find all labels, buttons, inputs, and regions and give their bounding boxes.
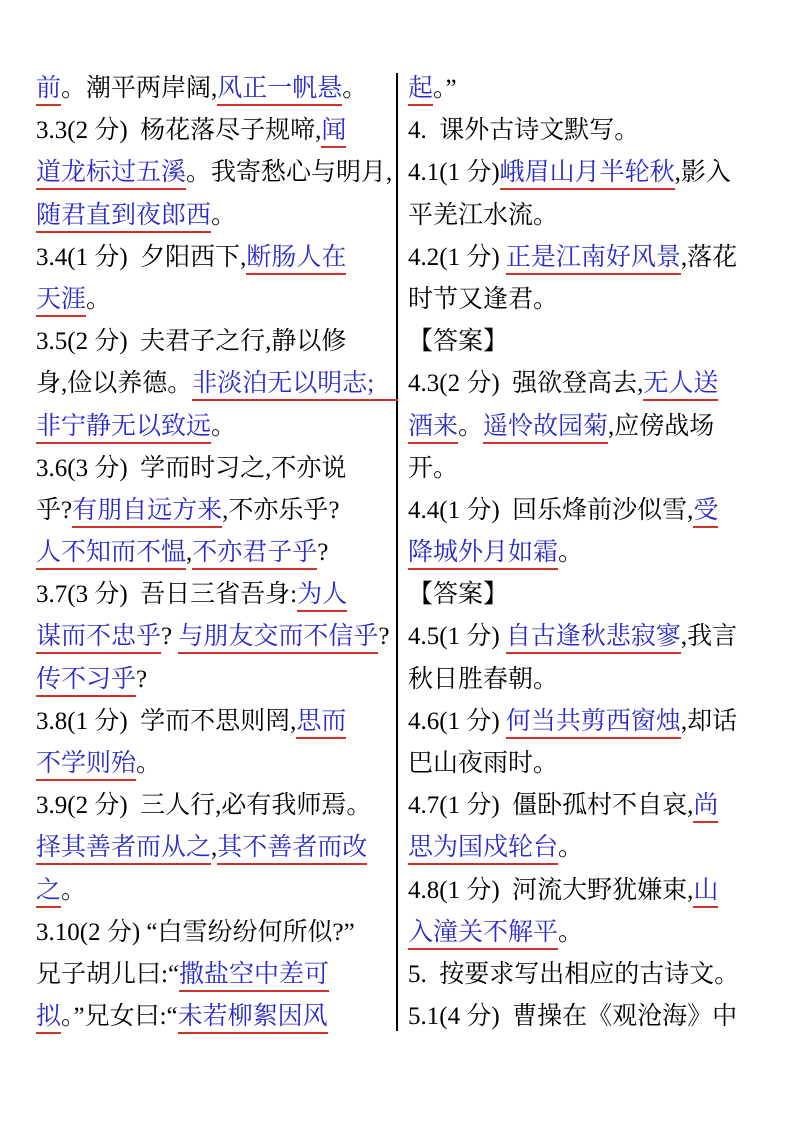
text-segment: 时节又逢君。 — [408, 285, 559, 313]
text-segment: 【答案】 — [408, 581, 509, 609]
right-text-line-5 — [408, 237, 783, 279]
text-segment: 3.6(3 分) 学而时习之,不亦说 — [36, 454, 347, 482]
text-segment: 平羌江水流。 — [408, 201, 559, 229]
answer-text-segment: 天涯 — [36, 286, 86, 317]
text-segment: 身,俭以养德。 — [36, 370, 193, 398]
answer-text-segment: 降城外月如霜 — [408, 539, 558, 570]
text-segment: 4.3(2 分) 强欲登高去, — [408, 370, 644, 398]
text-segment: 。 — [558, 539, 584, 567]
answer-text-segment: 非宁静无以致远 — [36, 413, 211, 444]
answer-text-segment: 酒来 — [408, 413, 458, 444]
answer-text-segment: 受 — [693, 497, 718, 528]
text-segment: ? — [161, 623, 179, 651]
text-segment: , — [211, 834, 218, 862]
right-text-line-12 — [408, 532, 783, 574]
text-segment: ,不亦乐乎? — [222, 496, 340, 524]
answer-text-segment: 人不知而不愠 — [36, 539, 186, 570]
right-text-line-7 — [408, 321, 783, 363]
text-segment: 开。 — [408, 454, 459, 482]
answer-text-segment: 尚 — [693, 792, 718, 823]
text-segment: 。 — [558, 834, 584, 862]
answer-text-segment: 撒盐空中差可 — [179, 961, 329, 992]
text-segment: 3.4(1 分) 夕阳西下, — [36, 243, 247, 271]
left-text-line-21 — [36, 912, 398, 954]
left-text-line-22 — [36, 954, 398, 996]
left-text-line-11 — [36, 490, 398, 532]
text-segment: 3.8(1 分) 学而不思则罔, — [36, 707, 297, 735]
text-segment: 5. 按要求写出相应的古诗文。 — [408, 960, 740, 988]
right-text-line-14 — [408, 616, 783, 658]
answer-text-segment: 为人 — [297, 581, 347, 612]
answer-text-segment: 传不习乎 — [36, 666, 136, 697]
left-text-line-16 — [36, 701, 398, 743]
text-segment: 4.7(1 分) 僵卧孤村不自哀, — [408, 792, 694, 820]
answer-text-segment: 自古逢秋悲寂寥 — [506, 623, 681, 654]
answer-text-segment: 不学则殆 — [36, 750, 136, 781]
answer-text-segment: 遥怜故园菊 — [483, 413, 608, 444]
text-segment: 4.8(1 分) 河流大野犹嫌束, — [408, 876, 694, 904]
answer-text-segment: 思而 — [296, 708, 346, 739]
answer-text-segment: 山 — [693, 877, 718, 908]
text-segment: 。” — [433, 75, 457, 102]
right-text-line-21 — [408, 912, 783, 954]
text-segment: 4.4(1 分) 回乐烽前沙似雪, — [408, 496, 694, 524]
answer-text-segment: 思为国戍轮台 — [408, 834, 558, 865]
answer-text-segment: 不亦君子乎 — [192, 539, 317, 570]
answer-text-segment: 有朋自远方来 — [72, 497, 222, 528]
text-segment: 3.5(2 分) 夫君子之行,静以修 — [36, 328, 347, 356]
text-segment: ,落花 — [680, 243, 738, 271]
text-segment: 。 — [136, 750, 162, 777]
right-text-line-23 — [408, 996, 783, 1038]
answer-text-segment: 入潼关不解平 — [408, 919, 558, 950]
answer-text-segment: 断肠人在 — [246, 244, 346, 275]
answer-text-segment: 风正一帆悬 — [217, 75, 342, 106]
left-text-line-18 — [36, 785, 398, 827]
answer-text-segment: 其不善者而改 — [217, 834, 367, 865]
answer-text-segment: 与朋友交而不信乎 — [178, 623, 378, 654]
text-segment: ,影入 — [674, 159, 731, 187]
left-text-line-12 — [36, 532, 398, 574]
right-text-line-18 — [408, 785, 783, 827]
text-segment: 。 — [342, 75, 368, 102]
answer-text-segment: 谋而不忠乎 — [36, 623, 161, 654]
left-column — [36, 68, 398, 1038]
left-text-line-5 — [36, 237, 398, 279]
left-text-line-4 — [36, 195, 398, 237]
text-segment: 3.9(2 分) 三人行,必有我师焉。 — [36, 792, 372, 820]
text-segment: 【答案】 — [408, 328, 509, 356]
answer-text-segment: 非淡泊无以明志; — [192, 370, 398, 401]
text-segment: 。潮平两岸阔, — [61, 75, 218, 102]
answer-text-segment: 何当共剪西窗烛 — [506, 708, 681, 739]
text-segment: ? — [136, 665, 148, 693]
text-segment: 。我寄愁心与明月, — [186, 159, 393, 187]
right-column — [408, 68, 783, 1038]
answer-text-segment: 择其善者而从之 — [36, 834, 211, 865]
answer-text-segment: 之 — [36, 877, 61, 908]
text-segment: 乎? — [36, 496, 73, 524]
answer-text-segment: 闻 — [321, 117, 346, 148]
right-text-line-1 — [408, 68, 783, 110]
answer-text-segment: 峨眉山月半轮秋 — [500, 159, 675, 190]
text-segment: 5.1(4 分) 曹操在《观沧海》中 — [408, 1003, 738, 1031]
text-segment: 。”兄女曰:“ — [61, 1003, 178, 1031]
left-text-line-10 — [36, 448, 398, 490]
right-text-line-15 — [408, 659, 783, 701]
right-text-line-22 — [408, 954, 783, 996]
right-text-line-10 — [408, 448, 783, 490]
right-text-line-9 — [408, 406, 783, 448]
text-segment: 4.2(1 分) — [408, 243, 506, 271]
left-text-line-19 — [36, 827, 398, 869]
text-segment: 4.6(1 分) — [408, 707, 506, 735]
text-segment: 兄子胡儿曰:“ — [36, 960, 180, 988]
text-segment: 4.5(1 分) — [408, 623, 506, 651]
left-text-line-2 — [36, 110, 398, 152]
text-segment: 4. 课外古诗文默写。 — [408, 117, 640, 145]
answer-text-segment: 无人送 — [643, 370, 718, 401]
left-text-line-23 — [36, 996, 398, 1038]
answer-text-segment: 道龙标过五溪 — [36, 159, 186, 190]
right-text-line-3 — [408, 152, 783, 194]
right-text-line-6 — [408, 279, 783, 321]
text-segment: ,却话 — [680, 707, 738, 735]
text-segment: , — [186, 539, 193, 567]
text-segment: 3.10(2 分) “白雪纷纷何所似?” — [36, 918, 355, 946]
right-text-line-16 — [408, 701, 783, 743]
text-segment: ? — [378, 623, 390, 651]
left-text-line-7 — [36, 321, 398, 363]
text-segment: 。 — [211, 412, 237, 440]
text-segment: 秋日胜春朝。 — [408, 665, 559, 693]
right-text-line-11 — [408, 490, 783, 532]
text-segment: 。 — [86, 285, 112, 313]
text-segment: ,应傍战场 — [608, 412, 715, 440]
text-segment: 。 — [458, 412, 484, 440]
text-segment: ,我言 — [680, 623, 738, 651]
answer-text-segment: 起 — [408, 75, 433, 106]
left-text-line-20 — [36, 870, 398, 912]
text-segment: 3.3(2 分) 杨花落尽子规啼, — [36, 117, 322, 145]
right-text-line-4 — [408, 195, 783, 237]
text-segment: 3.7(3 分) 吾日三省吾身: — [36, 581, 298, 609]
answer-text-segment: 随君直到夜郎西 — [36, 202, 211, 233]
right-text-line-2 — [408, 110, 783, 152]
text-segment: 。 — [61, 876, 87, 904]
left-text-line-13 — [36, 574, 398, 616]
right-text-line-17 — [408, 743, 783, 785]
left-text-line-17 — [36, 743, 398, 785]
right-text-line-8 — [408, 363, 783, 405]
right-text-line-19 — [408, 827, 783, 869]
right-text-line-20 — [408, 870, 783, 912]
left-text-line-8 — [36, 363, 398, 405]
left-text-line-3 — [36, 152, 398, 194]
answer-text-segment: 拟 — [36, 1003, 61, 1034]
right-text-line-13 — [408, 574, 783, 616]
text-segment: 。 — [558, 918, 584, 946]
left-text-line-6 — [36, 279, 398, 321]
left-text-line-9 — [36, 406, 398, 448]
answer-text-segment: 未若柳絮因风 — [178, 1003, 328, 1034]
left-text-line-1 — [36, 68, 398, 110]
answer-text-segment: 前 — [36, 75, 61, 106]
left-text-line-15 — [36, 659, 398, 701]
text-segment: 4.1(1 分) — [408, 159, 500, 187]
answer-text-segment: 正是江南好风景 — [506, 244, 681, 275]
left-text-line-14 — [36, 616, 398, 658]
text-segment: ? — [317, 539, 329, 567]
text-segment: 。 — [211, 201, 237, 229]
text-segment: 巴山夜雨时。 — [408, 750, 559, 777]
